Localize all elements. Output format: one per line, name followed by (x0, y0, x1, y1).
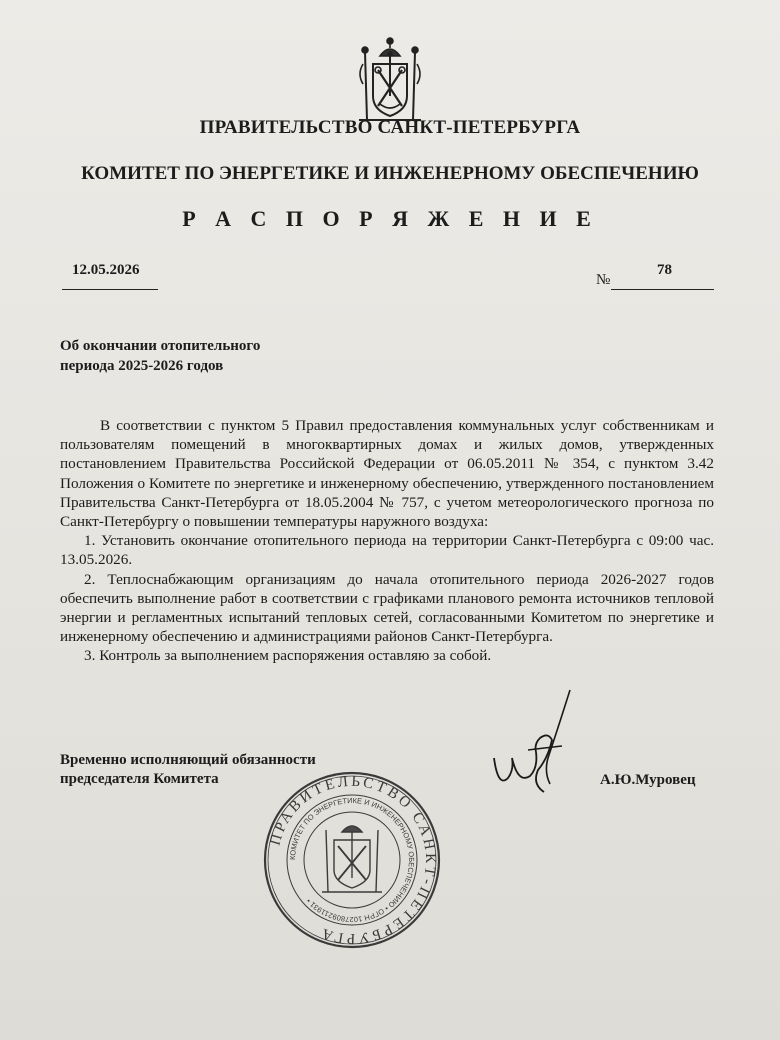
signatory-role-line-1: Временно исполняющий обязанности (60, 752, 316, 768)
body-item-3: 3. Контроль за выполнением распоряжения оставляю за собой. (84, 647, 492, 665)
document-subject (60, 336, 360, 376)
seal-outer-text: ПРАВИТЕЛЬСТВО САНКТ-ПЕТЕРБУРГА (267, 773, 439, 947)
seal-inner-text: КОМИТЕТ ПО ЭНЕРГЕТИКЕ И ИНЖЕНЕРНОМУ ОБЕСПЕЧЕНИЮ • ОГРН 1027809211931 • (287, 795, 417, 925)
number-field (611, 262, 714, 290)
signatory-role-line-2: председателя Комитета (60, 771, 219, 787)
body-item-1: 1. Установить окончание отопительного периода на территории Санкт-Петербурга с 09:00 час. 13.05.2026. (60, 532, 714, 569)
coat-of-arms-icon (355, 34, 425, 126)
document-body (60, 416, 714, 666)
committee-title: КОМИТЕТ ПО ЭНЕРГЕТИКЕ И ИНЖЕНЕРНОМУ ОБЕСПЕЧЕНИЮ (81, 163, 699, 184)
date-field (62, 262, 158, 290)
signature-icon (478, 688, 588, 808)
government-title: ПРАВИТЕЛЬСТВО САНКТ-ПЕТЕРБУРГА (199, 117, 581, 138)
body-preamble: В соответствии с пунктом 5 Правил предоставления коммунальных услуг собственникам и пользователям помещений в многоквартирных домах и жилых домов, утвержденных постановлением Правительства Российской Федерации от 06.05.2011 № 354, с пунктом 3.42 Положения о Комитете по энергетике и инженерному обеспечению, утвержденного постановлением Правительства Санкт-Петербурга от 18.05.2004 № 757, с учетом метеорологического прогноза по Санкт-Петербургу о повышении температуры наружного воздуха: (60, 417, 714, 531)
number-label: № (596, 272, 611, 288)
signatory-name: А.Ю.Муровец (600, 772, 696, 788)
subject-line-1: Об окончании отопительного (60, 338, 261, 354)
document-type-title: Р А С П О Р Я Ж Е Н И Е (182, 206, 598, 231)
document-date: 12.05.2026 (72, 262, 140, 278)
subject-line-2: периода 2025-2026 годов (60, 358, 224, 374)
body-item-2: 2. Теплоснабжающим организациям до начала отопительного периода 2026-2027 годов обеспечить выполнение работ в соответствии с графиками планового ремонта источников тепловой энергии и регламентных испытаний тепловых сетей, согласованными Комитетом по энергетике и инженерному обеспечению и администрациями районов Санкт-Петербурга. (60, 570, 714, 646)
official-seal-icon (262, 770, 442, 950)
document-number: 78 (657, 262, 672, 278)
